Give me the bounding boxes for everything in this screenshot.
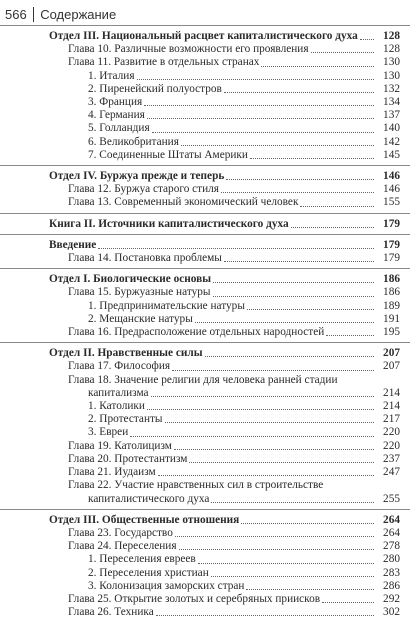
toc-page-number: 155 [383, 196, 400, 209]
toc-page-number: 247 [383, 466, 400, 479]
toc-page-number: 140 [383, 122, 400, 135]
toc-entry[interactable] [0, 400, 410, 413]
dot-leader [247, 309, 374, 310]
toc-page-number: 280 [383, 553, 400, 566]
toc-page-number: 142 [383, 135, 400, 148]
dot-leader [213, 296, 374, 297]
toc-entry-title: Отдел I. Биологические основы [49, 273, 212, 286]
toc-page-number: 302 [383, 606, 400, 619]
toc-page-number: 186 [383, 286, 400, 299]
toc-section [0, 213, 410, 234]
toc-entry-title: Глава 10. Различные возможности его проявления [68, 43, 309, 56]
toc-entry-title: Глава 24. Переселения [68, 540, 177, 553]
dot-leader [130, 436, 374, 437]
toc-entry-title: 2. Пиренейский полуостров [88, 82, 222, 95]
dot-leader [137, 79, 374, 80]
toc-entry[interactable] [0, 56, 410, 69]
toc-entry-title: Глава 16. Предрасположение отдельных народностей [68, 326, 325, 339]
toc-entry-title: Отдел III. Национальный расцвет капиталистического духа [49, 30, 358, 42]
toc-entry-title: 2. Протестанты [88, 413, 163, 426]
toc-entry[interactable] [0, 96, 410, 109]
toc-entry-title: Отдел II. Нравственные силы [49, 347, 203, 360]
dot-leader [152, 132, 374, 133]
toc-entry-title: Глава 20. Протестантизм [68, 452, 188, 465]
toc-entry-title: 7. Соединенные Штаты Америки [88, 148, 248, 161]
dot-leader [300, 206, 374, 207]
toc-entry-title: Книга II. Источники капиталистического духа [49, 217, 289, 230]
dot-leader [147, 409, 374, 410]
page-number: 566 [5, 6, 27, 22]
dot-leader [311, 52, 374, 53]
toc-entry-title: 4. Германия [88, 109, 145, 122]
dot-leader [181, 145, 374, 146]
dot-leader [360, 39, 374, 40]
toc-entry-title: 1. Предпринимательские натуры [88, 299, 245, 312]
header-divider [33, 7, 35, 22]
dot-leader [291, 227, 374, 228]
toc-entry-title-continued: капиталистического духа [88, 492, 210, 505]
toc-entry-title: 2. Переселения христиан [88, 566, 209, 579]
toc-entry[interactable] [0, 479, 410, 492]
toc-heading[interactable] [0, 347, 410, 360]
dot-leader [241, 523, 374, 524]
dot-leader [175, 536, 374, 537]
toc-entry-title: Введение [49, 238, 97, 251]
toc-heading[interactable] [0, 273, 410, 286]
toc-page-number: 264 [383, 513, 400, 526]
toc-entry-title: 3. Франция [88, 96, 143, 109]
toc-entry-title: Глава 21. Иудаизм [68, 466, 156, 479]
dot-leader [144, 105, 374, 106]
toc-page-number: 186 [383, 273, 400, 286]
toc-entry[interactable] [0, 109, 410, 122]
toc-section [0, 509, 410, 622]
toc-entry-title: 3. Евреи [88, 426, 129, 439]
toc-entry-title: 6. Великобритания [88, 135, 179, 148]
toc-page-number: 292 [383, 592, 400, 605]
toc-section [0, 165, 410, 213]
toc-entry-title: Глава 15. Буржуазные натуры [68, 286, 211, 299]
toc-page-number: 134 [383, 96, 400, 109]
dot-leader [322, 602, 374, 603]
toc-entry[interactable] [0, 313, 410, 326]
toc-section [0, 342, 410, 508]
toc-entry-continuation[interactable] [0, 387, 410, 400]
toc-page-number: 214 [383, 400, 400, 413]
toc-heading[interactable] [0, 239, 410, 252]
dot-leader [326, 335, 374, 336]
toc-page-number: 191 [383, 312, 400, 325]
toc-page-number: 179 [383, 238, 400, 251]
toc-entry-title: Глава 14. Постановка проблемы [68, 252, 222, 265]
dot-leader [224, 92, 374, 93]
toc-entry[interactable] [0, 440, 410, 453]
toc-page-number: 207 [383, 360, 400, 373]
toc-entry[interactable] [0, 553, 410, 566]
toc-page-number: 145 [383, 148, 400, 161]
toc-entry[interactable] [0, 567, 410, 580]
toc-page-number: 146 [383, 170, 400, 183]
toc-entry-title: 1. Переселения евреев [88, 553, 196, 566]
toc-entry-continuation[interactable] [0, 493, 410, 506]
toc-page-number: 179 [383, 252, 400, 265]
toc-entry[interactable] [0, 252, 410, 265]
toc-page-number: 237 [383, 452, 400, 465]
toc-heading[interactable] [0, 170, 410, 183]
dot-leader [147, 118, 374, 119]
toc-entry-title: Глава 11. Развитие в отдельных странах [68, 56, 260, 69]
dot-leader [261, 66, 374, 67]
toc-entry-title: 3. Колонизация заморских стран [88, 579, 245, 592]
toc-entry[interactable] [0, 300, 410, 313]
toc-entry-title: Глава 12. Буржуа старого стиля [68, 183, 220, 196]
toc-entry[interactable] [0, 593, 410, 606]
toc-entry[interactable] [0, 196, 410, 209]
dot-leader [156, 615, 374, 616]
dot-leader [226, 179, 374, 180]
toc-entry[interactable] [0, 606, 410, 619]
toc-page-number: 220 [383, 439, 400, 452]
toc-page-number: 146 [383, 183, 400, 196]
toc-entry[interactable] [0, 413, 410, 426]
toc-entry-title: Глава 23. Государство [68, 526, 173, 539]
toc-entry[interactable] [0, 136, 410, 149]
toc-page-number: 128 [383, 43, 400, 56]
toc-entry[interactable] [0, 149, 410, 162]
toc-page-number: 207 [383, 347, 400, 360]
toc-page-number: 220 [383, 426, 400, 439]
dot-leader [151, 396, 374, 397]
toc-entry[interactable] [0, 286, 410, 299]
toc-entry-title: Глава 19. Католицизм [68, 439, 172, 452]
toc-entry[interactable] [0, 453, 410, 466]
toc-page-number: 128 [383, 30, 400, 42]
toc-page-number: 179 [383, 217, 400, 230]
toc-page-number: 264 [383, 526, 400, 539]
dot-leader [224, 261, 374, 262]
toc-page-number: 189 [383, 299, 400, 312]
toc-entry-title: Глава 13. Современный экономический человек [68, 196, 299, 209]
toc-entry-title: Отдел IV. Буржуа прежде и теперь [49, 170, 225, 183]
toc-page-number: 132 [383, 82, 400, 95]
dot-leader [250, 158, 374, 159]
toc-entry-title: 2. Мещанские натуры [88, 312, 193, 325]
toc-entry[interactable] [0, 70, 410, 83]
toc-page-number: 214 [383, 386, 400, 399]
dot-leader [205, 356, 374, 357]
table-of-contents [0, 25, 410, 622]
running-header [5, 5, 116, 23]
dot-leader [165, 422, 374, 423]
toc-entry[interactable] [0, 426, 410, 439]
dot-leader [189, 462, 374, 463]
toc-entry[interactable] [0, 83, 410, 96]
toc-heading[interactable] [0, 218, 410, 231]
dot-leader [174, 449, 374, 450]
toc-entry[interactable] [0, 580, 410, 593]
toc-entry-title: Глава 18. Значение религии для человека ранней стадии [68, 373, 338, 386]
dot-leader [198, 563, 374, 564]
toc-page-number: 286 [383, 579, 400, 592]
toc-page-number: 130 [383, 69, 400, 82]
dot-leader [172, 370, 374, 371]
toc-entry-title: Отдел III. Общественные отношения [49, 513, 240, 526]
dot-leader [213, 282, 374, 283]
toc-entry[interactable] [0, 540, 410, 553]
toc-section [0, 25, 410, 165]
dot-leader [195, 322, 374, 323]
dot-leader [179, 549, 374, 550]
dot-leader [98, 248, 374, 249]
toc-entry[interactable] [0, 122, 410, 135]
toc-entry-title: 5. Голландия [88, 122, 150, 135]
toc-entry-title: Глава 17. Философия [68, 360, 171, 373]
toc-entry-title: 1. Италия [88, 69, 135, 82]
toc-page-number: 130 [383, 56, 400, 69]
toc-entry[interactable] [0, 360, 410, 373]
toc-entry-title: Глава 26. Техника [68, 606, 154, 619]
toc-entry[interactable] [0, 43, 410, 56]
toc-page-number: 283 [383, 566, 400, 579]
toc-page-number: 255 [383, 492, 400, 505]
dot-leader [221, 192, 374, 193]
dot-leader [211, 576, 374, 577]
toc-page-number: 137 [383, 109, 400, 122]
toc-entry[interactable] [0, 527, 410, 540]
toc-section [0, 234, 410, 268]
toc-page-number: 278 [383, 540, 400, 553]
toc-heading[interactable] [0, 30, 410, 43]
dot-leader [158, 475, 374, 476]
dot-leader [246, 589, 374, 590]
toc-entry-title: Глава 25. Открытие золотых и серебряных приисков [68, 592, 321, 605]
header-title: Содержание [40, 6, 117, 22]
toc-entry[interactable] [0, 374, 410, 387]
toc-entry[interactable] [0, 326, 410, 339]
toc-entry-title-continued: капитализма [88, 386, 149, 399]
dot-leader [211, 502, 374, 503]
toc-page-number: 217 [383, 413, 400, 426]
toc-entry[interactable] [0, 466, 410, 479]
toc-entry-title: Глава 22. Участие нравственных сил в строительстве [68, 479, 324, 492]
toc-page-number: 195 [383, 326, 400, 339]
toc-heading[interactable] [0, 514, 410, 527]
toc-section [0, 268, 410, 342]
toc-entry[interactable] [0, 183, 410, 196]
toc-entry-title: 1. Католики [88, 400, 145, 413]
